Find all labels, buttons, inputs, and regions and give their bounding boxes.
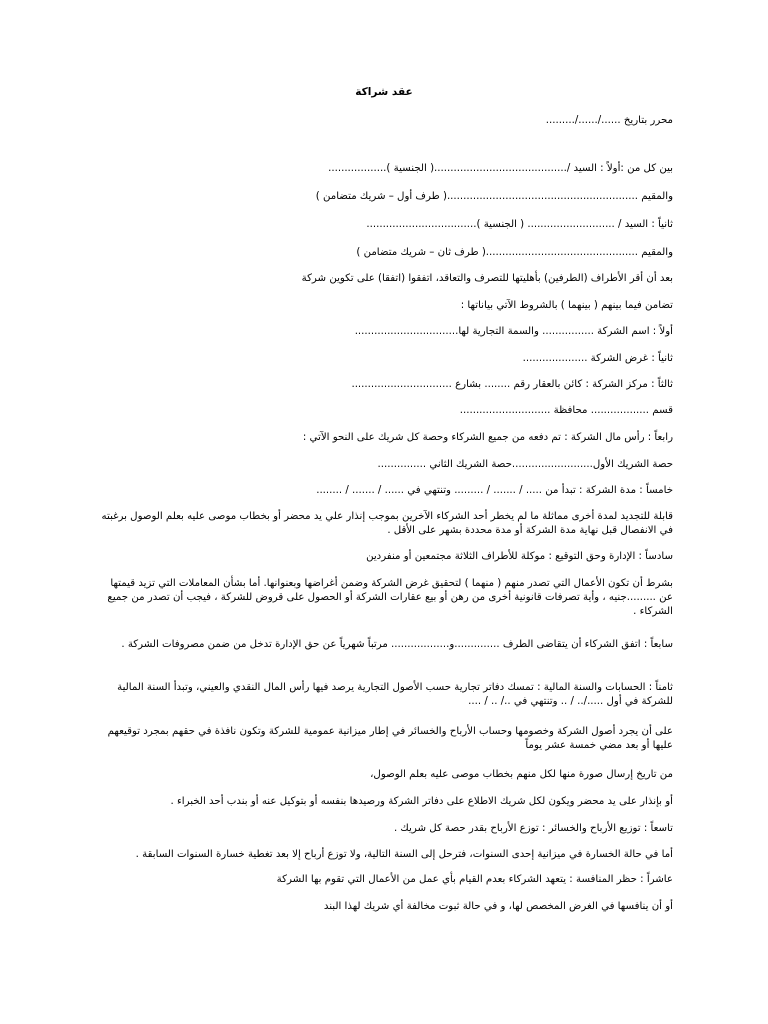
agreement-intro: بعد أن أقر الأطراف (الطرفين) بأهليتها للتصرف والتعاقد، اتفقوا (اتفقا) على تكوين شركة <box>301 273 673 284</box>
clause-8-notice: من تاريخ إرسال صورة منها لكل منهم بخطاب موصى عليه بعلم الوصول، <box>370 769 673 780</box>
clause-3-district: قسم .................. محافظة ............................ <box>459 405 673 416</box>
agreement-intro-cont: تضامن فيما بينهم ( بينهما ) بالشروط الآتي بياناتها : <box>460 300 673 311</box>
party-one-line: بين كل من :أولاً : السيد /.........................................( الجنسية ).................. <box>328 163 673 174</box>
clause-8-inventory: على أن يجرد أصول الشركة وخصومها وحساب الأرباح والخسائر في إطار ميزانية عمومية للشركة وتكون نافذة في حقهم بمجرد توقيعهم عليها أو بعد مضي خمسة عشر يوماً <box>107 726 673 751</box>
clause-7-salary: سابعاً : اتفق الشركاء أن يتقاضى الطرف ..............و.................. مرتباً شهرياً عن حق الإدارة تدخل من ضمن مصروفات الشركة . <box>121 639 673 650</box>
clause-1-name: أولاً : اسم الشركة ................ والسمة التجارية لها................................ <box>354 326 673 337</box>
clause-4-capital: رابعاً : رأس مال الشركة : تم دفعه من جميع الشركاء وحصة كل شريك على النحو الآتي : <box>302 432 673 443</box>
clause-8-accounts: ثامناً : الحسابات والسنة المالية : تمسك دفاتر تجارية حسب الأصول التجارية يرصد فيها رأس المال النقدي والعيني، وتبدأ السنة المالية للشركة في أول ...../.. / .. وتنتهي في ../ .. / .... <box>117 682 673 707</box>
clause-8-audit: أو بإنذار على يد محضر ويكون لكل شريك الاطلاع على دفاتر الشركة ورصيدها بنفسه أو بتوكيل عنه أو بندب أحد الخبراء . <box>170 796 673 807</box>
clause-5-duration: خامساً : مدة الشركة : تبدأ من ..... / ....... / ......... وتنتهي في ...... / ....... / ........ <box>316 485 673 496</box>
clause-9-losses: أما في حالة الخسارة في ميزانية إحدى السنوات، فترحل إلى السنة التالية، ولا توزع أرباح إلا بعد تغطية خسارة السنوات السابقة . <box>135 849 673 860</box>
date-line: محرر بتاريخ ....../....../......... <box>545 115 673 126</box>
clause-3-location: ثالثاً : مركز الشركة : كائن بالعقار رقم ........ بشارع ............................... <box>351 379 673 390</box>
clause-5-renewal: قابلة للتجديد لمدة أخرى مماثلة ما لم يخطر أحد الشركاء الآخرين بموجب إنذار علي يد محضر أو بخطاب موصى عليه بعلم الوصول برغبته في الانفصال قبل نهاية مدة الشركة أو مدة محددة بشهر على الأقل . <box>101 511 673 536</box>
document-title: عقد شراكة <box>355 86 413 98</box>
clause-6-conditions: بشرط أن تكون الأعمال التي تصدر منهم ( منهما ) لتحقيق غرض الشركة وضمن أغراضها وبعنوانها. أما بشأن المعاملات التي تزيد قيمتها عن .........جنيه ، وأية تصرفات قانونية أخرى من رهن أو بيع عقارات الشركة أو الحصول على قروض للشركة ، فيجب أن تصدر من جميع الشركاء . <box>107 578 673 617</box>
clause-4-shares: حصة الشريك الأول.........................حصة الشريك الثاني ............... <box>377 459 673 470</box>
clause-10-competition: عاشراً : حظر المنافسة : يتعهد الشركاء بعدم القيام بأي عمل من الأعمال التي تقوم بها الشركة <box>276 874 673 885</box>
clause-6-management: سادساً : الإدارة وحق التوقيع : موكلة للأطراف الثلاثة مجتمعين أو منفردين <box>366 551 673 562</box>
clause-9-profits: تاسعاً : توزيع الأرباح والخسائر : توزع الأرباح بقدر حصة كل شريك . <box>393 823 673 834</box>
clause-2-purpose: ثانياً : غرض الشركة .................... <box>522 353 673 364</box>
party-one-residence: والمقيم ...........................................................( طرف أول – شريك متضامن ) <box>315 191 673 202</box>
party-two-residence: والمقيم ...............................................( طرف ثان – شريك متضامن ) <box>356 247 673 258</box>
clause-10-violation: أو أن ينافسها في الغرض المخصص لها، و في حالة ثبوت مخالفة أي شريك لهذا البند <box>323 901 673 912</box>
party-two-line: ثانياً : السيد / ........................... ( الجنسية ).................................. <box>366 219 673 230</box>
